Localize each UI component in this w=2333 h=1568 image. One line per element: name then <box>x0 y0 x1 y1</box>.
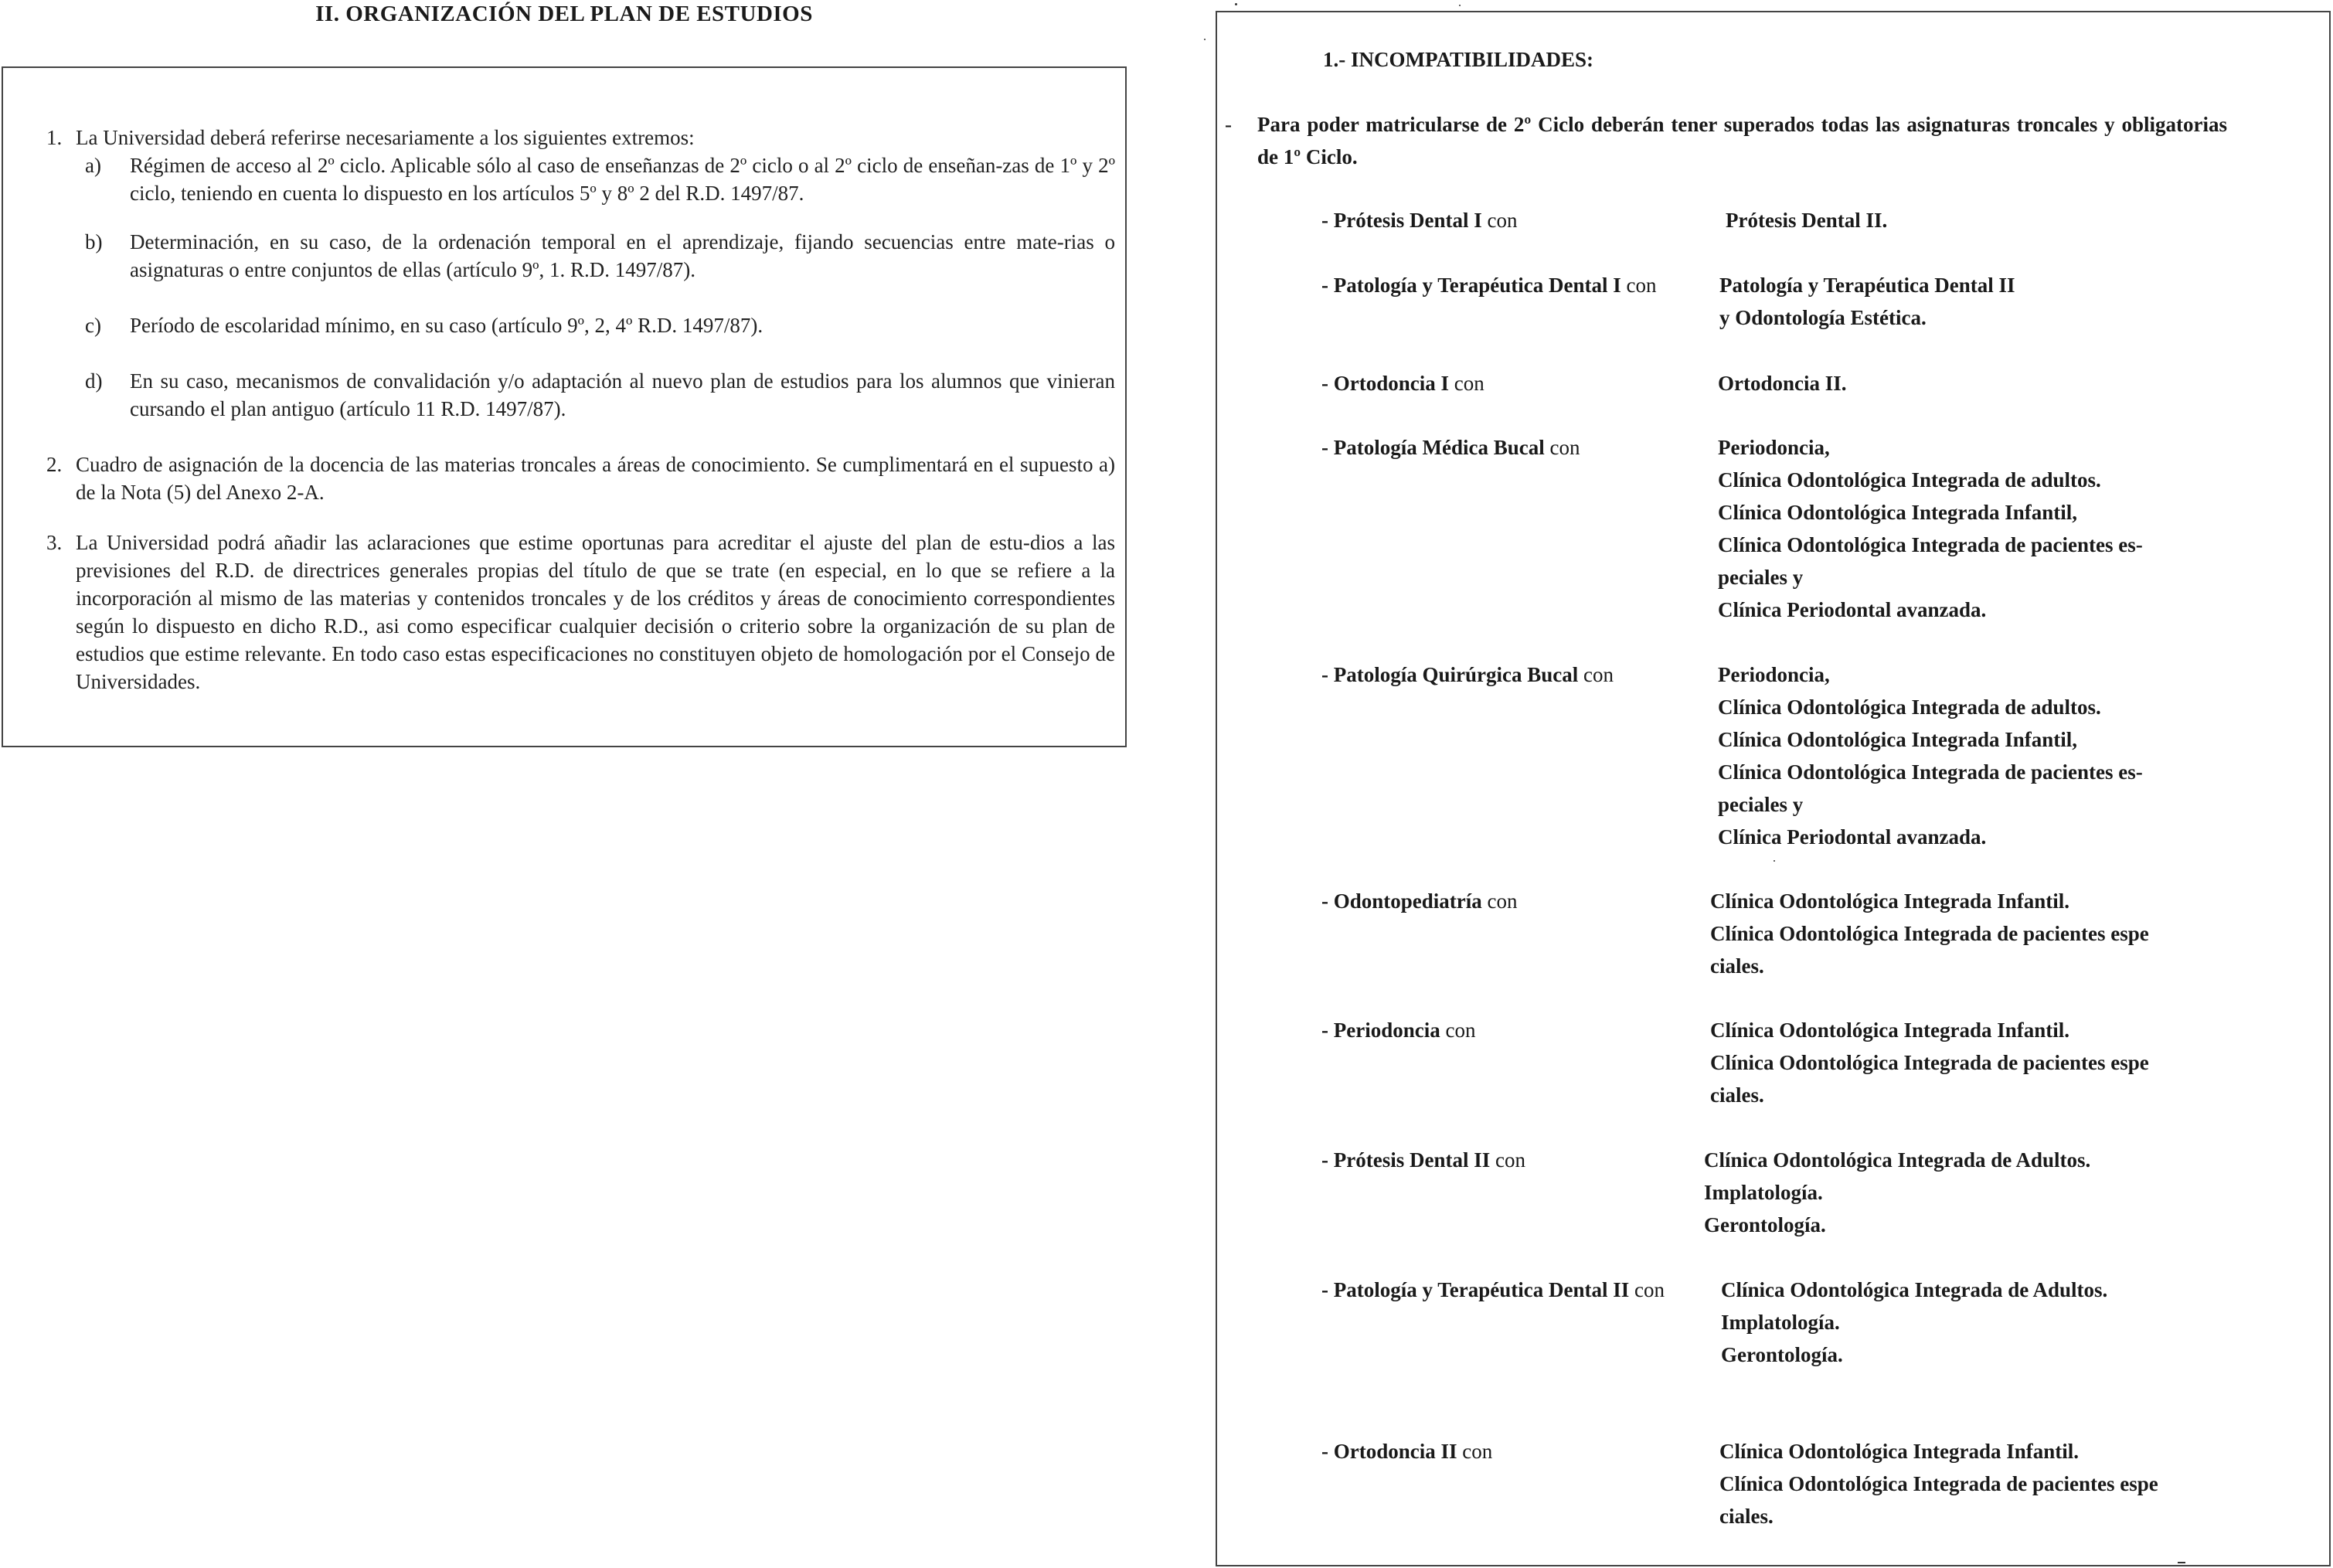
incompatible-subject: Clínica Odontológica Integrada de pacientes espe <box>1710 922 2149 945</box>
con-word: con <box>1440 1019 1476 1042</box>
item-2-number: 2. <box>46 453 63 476</box>
item-1-number: 1. <box>46 126 63 149</box>
subject-name: - Prótesis Dental II <box>1321 1148 1491 1172</box>
incompatible-subject: Ortodoncia II. <box>1718 372 1847 395</box>
subitem-d-label: d) <box>85 369 103 393</box>
incompatible-subject: Clínica Periodontal avanzada. <box>1718 825 1987 849</box>
scan-speck <box>1235 3 1237 5</box>
incompatible-subject: Clínica Odontológica Integrada de Adultos. <box>1704 1148 2091 1172</box>
con-word: con <box>1490 1148 1525 1172</box>
incompatible-subject: Implatología. <box>1721 1311 1840 1334</box>
con-word: con <box>1457 1440 1493 1463</box>
subitem-a-text: Régimen de acceso al 2º ciclo. Aplicable sólo al caso de enseñanzas de 2º ciclo o al 2º ciclo de enseñan-zas de 1º y 2º ciclo, teniendo en cuenta lo dispuesto en los artículos 5º y 8º 2 del R.D. 1497/87. <box>130 154 1115 205</box>
subject-name: - Patología y Terapéutica Dental II <box>1321 1278 1630 1301</box>
incompatibility-subject <box>1321 431 1580 464</box>
incompatibility-subject <box>1321 1435 1492 1468</box>
incompatibility-subject <box>1321 269 1656 301</box>
incompatible-subject: Clínica Odontológica Integrada Infantil. <box>1710 1019 2070 1042</box>
incompatible-subject: Clínica Odontológica Integrada de Adultos. <box>1721 1278 2108 1301</box>
incompatible-subject: Periodoncia, <box>1718 663 1830 686</box>
incompatible-subject: Clínica Odontológica Integrada Infantil, <box>1718 501 2078 524</box>
incompatibility-subject <box>1321 367 1484 400</box>
incompatible-subject: Clínica Odontológica Integrada de adultos. <box>1718 468 2101 491</box>
incompatible-subject: Prótesis Dental II. <box>1726 209 1888 232</box>
incompatibilities-heading: 1.- INCOMPATIBILIDADES: <box>1323 48 1594 71</box>
con-word: con <box>1578 663 1614 686</box>
subject-name: - Ortodoncia I <box>1321 372 1449 395</box>
incompatible-subject: Clínica Periodontal avanzada. <box>1718 598 1987 621</box>
item-3-number: 3. <box>46 531 63 554</box>
intro-paragraph: Para poder matricularse de 2º Ciclo deberán tener superados todas las asignaturas troncales y obligatorias de 1º Ciclo. <box>1257 113 2227 168</box>
subject-name: - Patología Médica Bucal <box>1321 436 1545 459</box>
incompatible-subject: Patología y Terapéutica Dental II <box>1719 274 2015 297</box>
incompatible-subject: peciales y <box>1718 793 1804 816</box>
subject-name: - Ortodoncia II <box>1321 1440 1457 1463</box>
incompatible-subject: Gerontología. <box>1721 1343 1843 1366</box>
incompatible-subject: Clínica Odontológica Integrada Infantil. <box>1710 889 2070 913</box>
con-word: con <box>1629 1278 1665 1301</box>
subitem-c-label: c) <box>85 314 101 337</box>
section-title: II. ORGANIZACIÓN DEL PLAN DE ESTUDIOS <box>315 2 813 26</box>
item-2-text: Cuadro de asignación de la docencia de las materias troncales a áreas de conocimiento. Se cumplimentará en el supuesto a) de la Nota (5) del Anexo 2-A. <box>76 453 1115 504</box>
incompatibility-subject <box>1321 1144 1525 1176</box>
incompatible-subject: Clínica Odontológica Integrada de pacientes es- <box>1718 533 2143 556</box>
subitem-b-text: Determinación, en su caso, de la ordenación temporal en el aprendizaje, fijando secuencias entre mate-rias o asignaturas o entre conjuntos de ellas (artículo 9º, 1. R.D. 1497/87). <box>130 230 1115 281</box>
con-word: con <box>1544 436 1580 459</box>
item-1-text: La Universidad deberá referirse necesariamente a los siguientes extremos: <box>76 126 695 149</box>
con-word: con <box>1449 372 1484 395</box>
incompatible-subject: Periodoncia, <box>1718 436 1830 459</box>
subitem-b-label: b) <box>85 230 103 253</box>
con-word: con <box>1481 889 1518 913</box>
incompatible-subject: y Odontología Estética. <box>1719 306 1927 329</box>
subject-name: - Prótesis Dental I <box>1321 209 1482 232</box>
incompatibility-subject <box>1321 1274 1665 1306</box>
subject-name: - Patología Quirúrgica Bucal <box>1321 663 1579 686</box>
item-3-text: La Universidad podrá añadir las aclaraciones que estime oportunas para acreditar el ajuste del plan de estu-dios a las previsiones del R.D. de directrices generales propias del título de que se trate (en especial, en lo que se refiere a la incorporación al mismo de las materias y contenidos troncales y de los créditos y áreas de conocimiento correspondientes según lo dispuesto en dicho R.D., asi como especificar cualquier decisión o criterio sobre la organización de su plan de estudios que estime relevante. En todo caso estas especificaciones no constituyen objeto de homologación por el Consejo de Universidades. <box>76 531 1115 693</box>
subitem-c-text: Período de escolaridad mínimo, en su caso (artículo 9º, 2, 4º R.D. 1497/87). <box>130 314 763 337</box>
subitem-d-text: En su caso, mecanismos de convalidación y/o adaptación al nuevo plan de estudios para los alumnos que vinieran cursando el plan antiguo (artículo 11 R.D. 1497/87). <box>130 369 1115 420</box>
intro-dash: - <box>1225 113 1232 136</box>
scan-speck <box>1204 39 1206 40</box>
con-word: con <box>1481 209 1518 232</box>
incompatibility-subject <box>1321 885 1518 917</box>
subitem-a-label: a) <box>85 154 101 177</box>
incompatible-subject: Clínica Odontológica Integrada Infantil. <box>1719 1440 2080 1463</box>
incompatible-subject: ciales. <box>1719 1505 1774 1528</box>
incompatible-subject: Clínica Odontológica Integrada Infantil, <box>1718 728 2078 751</box>
con-word: con <box>1621 274 1657 297</box>
subject-name: - Periodoncia <box>1321 1019 1440 1042</box>
incompatible-subject: Gerontología. <box>1704 1213 1826 1236</box>
incompatible-subject: Clínica Odontológica Integrada de adultos. <box>1718 696 2101 719</box>
incompatible-subject: ciales. <box>1710 954 1764 978</box>
subject-name: - Odontopediatría <box>1321 889 1482 913</box>
incompatible-subject: Clínica Odontológica Integrada de pacientes espe <box>1710 1051 2149 1074</box>
incompatible-subject: Implatología. <box>1704 1181 1823 1204</box>
incompatibility-subject <box>1321 658 1614 691</box>
incompatible-subject: Clínica Odontológica Integrada de pacientes es- <box>1718 760 2143 784</box>
incompatible-subject: Clínica Odontológica Integrada de pacientes espe <box>1719 1472 2158 1495</box>
incompatible-subject: peciales y <box>1718 566 1804 589</box>
incompatibility-subject <box>1321 1014 1475 1046</box>
incompatible-subject: ciales. <box>1710 1083 1764 1107</box>
scan-speck <box>1459 5 1461 6</box>
subject-name: - Patología y Terapéutica Dental I <box>1321 274 1621 297</box>
incompatibility-subject <box>1321 204 1517 236</box>
